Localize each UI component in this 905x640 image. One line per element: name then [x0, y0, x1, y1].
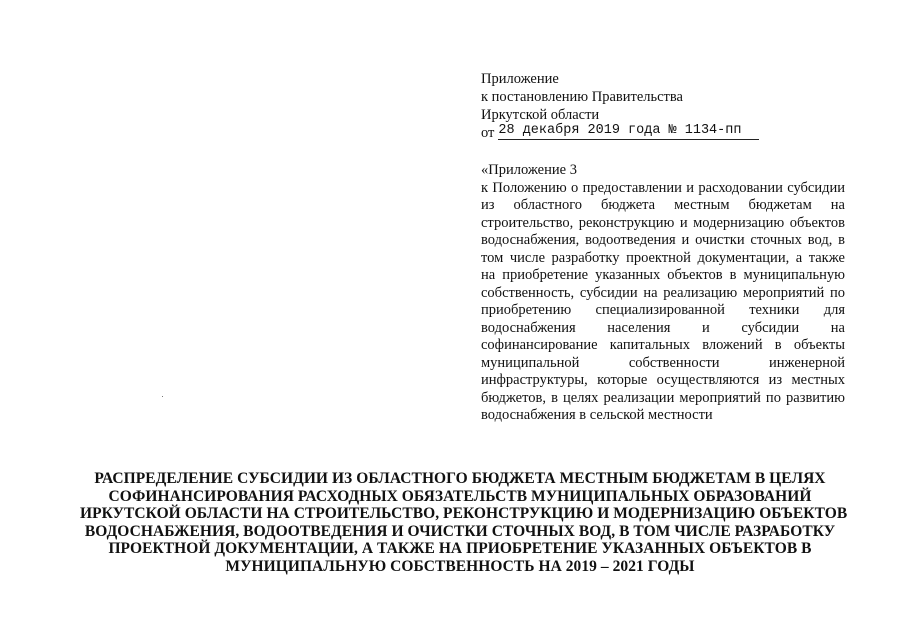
decree-date-row: [481, 124, 801, 144]
annex-reference-block: [481, 162, 845, 425]
appendix-label: Приложение: [481, 71, 559, 87]
title-line: МУНИЦИПАЛЬНУЮ СОБСТВЕННОСТЬ НА 2019 – 2021 ГОДЫ: [225, 557, 695, 575]
title-line: ИРКУТСКОЙ ОБЛАСТИ НА СТРОИТЕЛЬСТВО, РЕКОНСТРУКЦИЮ И МОДЕРНИЗАЦИЮ ОБЪЕКТОВ: [80, 505, 848, 523]
scan-speck: [162, 396, 163, 397]
title-line: РАСПРЕДЕЛЕНИЕ СУБСИДИИ ИЗ ОБЛАСТНОГО БЮДЖЕТА МЕСТНЫМ БЮДЖЕТАМ В ЦЕЛЯХ: [94, 470, 826, 487]
decree-reference: к постановлению Правительства: [481, 89, 683, 105]
date-prefix: от: [481, 125, 495, 141]
region-name: Иркутской области: [481, 107, 600, 123]
annex-description: к Положению о предоставлении и расходовании субсидии из областного бюджета местным бюджетам на строительство, реконструкцию и модернизацию объектов водоснабжения, водоотведения и очистки сточных вод, в том числе разработку проектной документации, а также на приобретение указанных объектов в муниципальную собственность, субсидии на реализацию мероприятий по приобретению специализированной техники для водоснабжения населения и субсидии на софинансирование капитальных вложений в объекты муниципальной собственности инженерной инфраструктуры, которые осуществляются из местных бюджетов, в целях реализации мероприятий по развитию водоснабжения в сельской местности: [481, 179, 845, 423]
title-line: СОФИНАНСИРОВАНИЯ РАСХОДНЫХ ОБЯЗАТЕЛЬСТВ МУНИЦИПАЛЬНЫХ ОБРАЗОВАНИЙ: [108, 487, 812, 505]
title-line: ПРОЕКТНОЙ ДОКУМЕНТАЦИИ, А ТАКЖЕ НА ПРИОБРЕТЕНИЕ УКАЗАННЫХ ОБЪЕКТОВ В: [108, 540, 812, 558]
title-line: ВОДОСНАБЖЕНИЯ, ВОДООТВЕДЕНИЯ И ОЧИСТКИ СТОЧНЫХ ВОД, В ТОМ ЧИСЛЕ РАЗРАБОТКУ: [84, 522, 836, 540]
document-title: [80, 470, 848, 576]
annex-title: «Приложение 3: [481, 162, 577, 178]
decree-date-number: 28 декабря 2019 года № 1134-пп: [498, 123, 759, 140]
decree-reference-block: [481, 70, 801, 144]
